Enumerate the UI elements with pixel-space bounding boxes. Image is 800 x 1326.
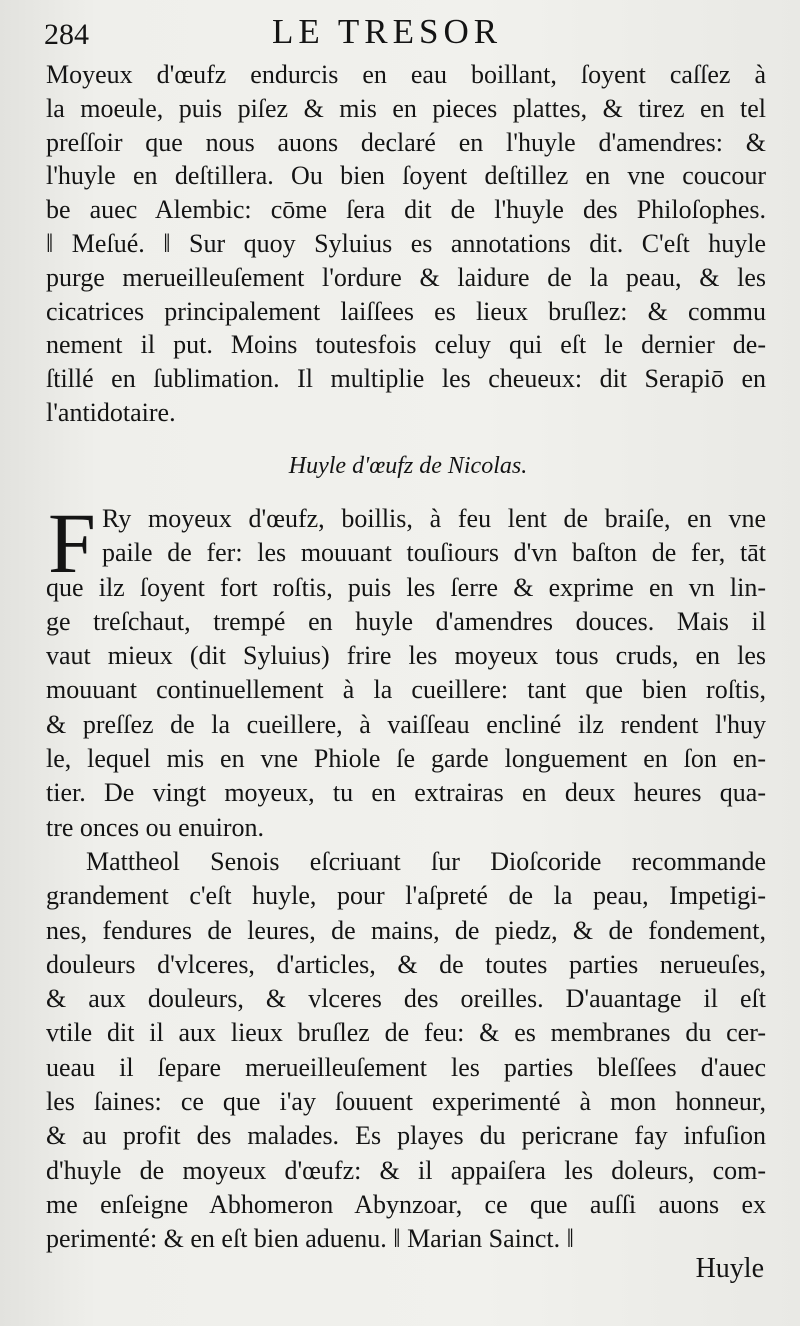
text-line: perimenté: & en eſt bien aduenu. ‖ Marian Sainct. ‖ [46,1224,574,1254]
text-line: nes, fendures de leures, de mains, de piedz, & de fondement, [46,915,766,945]
text-line: tre onces ou enuiron. [46,812,265,842]
text-line: paile de fer: les mouuant touſiours d'vn baſton de fer, tāt [102,538,766,568]
text-line: cicatrices principalement laiſſees es lieux bruſlez: & commu [46,296,766,326]
page-number: 284 [44,18,89,51]
text-line: & preſſez de la cueillere, à vaiſſeau encliné ilz rendent l'huy [46,709,766,739]
text-line: grandement c'eſt huyle, pour l'aſpreté de la peau, Impetigi- [46,881,766,911]
text-line: que ilz ſoyent fort roſtis, puis les ſerre & exprime en vn lin- [46,572,766,602]
text-line: Moyeux d'œufz endurcis en eau boillant, ſoyent caſſez à [46,60,766,89]
catchword: Huyle [695,1253,764,1284]
drop-capital: F [48,495,96,591]
text-line: me enſeigne Abhomeron Abynzoar, ce que auſſi auons ex [46,1189,766,1219]
text-line: ‖ Meſué. ‖ Sur quoy Syluius es annotations dit. C'eſt huyle [46,228,766,258]
text-line: mouuant continuellement à la cueillere: tant que bien roſtis, [46,675,766,705]
text-line: l'huyle en deſtillera. Ou bien ſoyent deſtillez en vne coucour [46,161,766,191]
text-line: vtile dit il aux lieux bruſlez de feu: & es membranes du cer- [46,1018,766,1048]
text-line: les ſaines: ce que i'ay ſouuent experimenté à mon honneur, [46,1087,766,1117]
text-line: Ry moyeux d'œufz, boillis, à feu lent de braiſe, en vne [102,504,766,533]
text-line: tier. De vingt moyeux, tu en extrairas en deux heures qua- [46,778,766,808]
text-line: & aux douleurs, & vlceres des oreilles. D'auantage il eſt [46,984,766,1014]
running-title: LE TRESOR [272,12,503,51]
text-line: nement il put. Moins toutesfois celuy qui eſt le dernier de- [46,330,766,360]
text-line: vaut mieux (dit Syluius) frire les moyeux tous cruds, en les [46,641,766,671]
text-line: le, lequel mis en vne Phiole ſe garde longuement en ſon en- [46,744,766,774]
text-line: Mattheol Senois eſcriuant ſur Dioſcoride recommande [86,846,766,876]
text-line: & au profit des malades. Es playes du pericrane fay infuſion [46,1121,766,1151]
section-title: Huyle d'œufz de Nicolas. [288,453,528,479]
text-line: ueau il ſepare merueilleuſement les parties bleſſees d'auec [46,1052,766,1082]
text-line: l'antidotaire. [46,397,176,427]
text-line: preſſoir que nous auons declaré en l'huyle d'amendres: & [46,127,766,157]
text-line: ſtillé en ſublimation. Il multiplie les cheueux: dit Serapiō en [46,364,766,394]
paragraph-nicolas [46,495,766,1257]
text-line: douleurs d'vlceres, d'articles, & de toutes parties nerueuſes, [46,949,766,979]
text-line: be auec Alembic: cōme ſera dit de l'huyle des Philoſophes. [46,195,766,225]
text-line: purge merueilleuſement l'ordure & laidure de la peau, & les [46,262,766,292]
text-line: ge treſchaut, trempé en huyle d'amendres douces. Mais il [46,606,766,636]
text-line: la moeule, puis piſez & mis en pieces plattes, & tirez en tel [46,93,766,123]
paragraph-moyeux [46,58,766,430]
text-line: d'huyle de moyeux d'œufz: & il appaiſera les doleurs, com- [46,1155,766,1185]
